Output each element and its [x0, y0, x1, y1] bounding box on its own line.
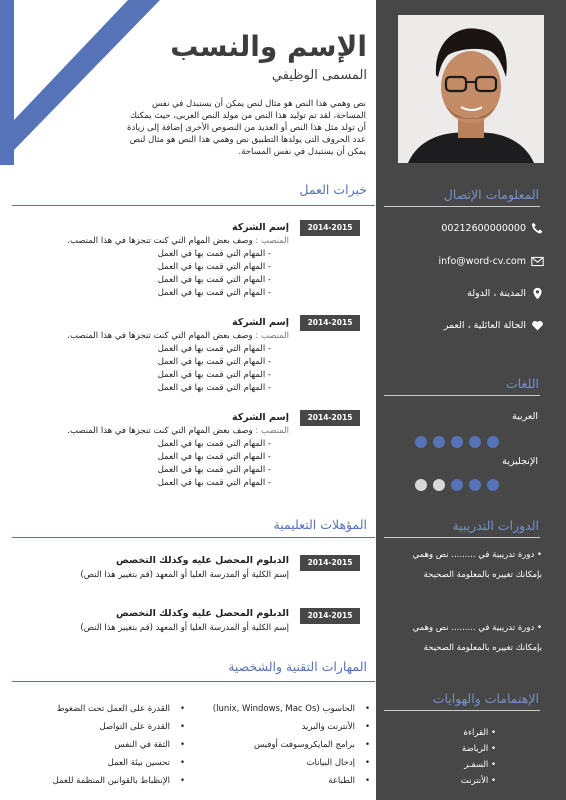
task-item: - المهام التي قمت بها في العمل	[29, 451, 271, 464]
education-entry	[29, 607, 289, 635]
job-title: المسمى الوظيفي	[271, 68, 367, 83]
level-dot	[487, 436, 499, 448]
divider	[12, 205, 375, 206]
degree: الدبلوم المحصل عليه وكذلك التخصص	[116, 608, 289, 619]
course-item: • دورة تدريبية في ......... نص وهمي بإمكانك تغييره بالمعلومة الصحيحة	[412, 550, 542, 580]
divider	[384, 537, 540, 538]
language-name: الإنجليزية	[502, 456, 538, 467]
intro-paragraph: نص وهمي هذا النص هو مثال لنص يمكن أن يستبدل في نفس المساحة، لقد تم توليد هذا النص من مولد النص العربى، حيث يمكنك أن تولد مثل هذا النص أو العديد من النصوص الأخرى إضافة إلى زيادة عدد الحروف التى يولدها التطبيق نص وهمي هذا النص هو مثال لنص يمكن أن يستبدل في نفس المساحة.	[127, 99, 366, 157]
divider	[384, 395, 540, 396]
date-badge: 2014-2015	[300, 315, 360, 331]
institution: إسم الكلية أو المدرسة العليا أو المعهد (قم بتغيير هذا النص)	[80, 570, 289, 580]
divider	[12, 681, 375, 682]
experience-title: خبرات العمل	[299, 182, 367, 197]
company-name: إسم الشركة	[231, 222, 289, 233]
divider	[12, 537, 375, 538]
technical-skills	[185, 700, 370, 790]
education-entry	[29, 554, 289, 582]
job-role: المنصب : وصف بعض المهام التي كنت تنجزها في هذا المنصب.	[67, 426, 289, 436]
courses-title: الدورات التدريبية	[452, 518, 539, 533]
skill-item: • القدرة على العمل تحت الضغوط	[15, 700, 185, 718]
contact-title: المعلومات الإتصال	[443, 187, 539, 202]
location-icon	[531, 287, 544, 300]
task-item: - المهام التي قمت بها في العمل	[29, 343, 271, 356]
level-dot	[433, 436, 445, 448]
hobby-item: • السفـر	[464, 760, 496, 770]
company-name: إسم الشركة	[231, 317, 289, 328]
contact-location: المدينة ، الدولة	[467, 287, 544, 300]
date-badge: 2014-2015	[300, 608, 360, 624]
level-dot	[469, 436, 481, 448]
skill-item: • الإنظباط بالقوانين المنظمة للعمل	[15, 772, 185, 790]
hobby-item: • الأنترنت	[460, 776, 496, 786]
task-item: - المهام التي قمت بها في العمل	[29, 382, 271, 395]
contact-status: الحالة العائلية ، العمر	[444, 319, 544, 332]
task-item: - المهام التي قمت بها في العمل	[29, 248, 271, 261]
divider	[384, 206, 540, 207]
level-dot	[487, 479, 499, 491]
company-name: إسم الشركة	[231, 412, 289, 423]
hobby-item: • القراءة	[463, 728, 496, 738]
level-dot	[433, 479, 445, 491]
skill-item: • تحسين بيئة العمل	[15, 754, 185, 772]
skill-item: • الثقة في النفس	[15, 736, 185, 754]
language-name: العربية	[512, 411, 538, 422]
mail-icon	[531, 255, 544, 268]
level-dot	[415, 436, 427, 448]
task-item: - المهام التي قمت بها في العمل	[29, 464, 271, 477]
level-dot	[451, 479, 463, 491]
skill-item: • القدرة على التواصل	[15, 718, 185, 736]
task-item: - المهام التي قمت بها في العمل	[29, 477, 271, 490]
task-list	[29, 248, 289, 300]
date-badge: 2014-2015	[300, 220, 360, 236]
hobby-item: • الرياضة	[461, 744, 496, 754]
task-item: - المهام التي قمت بها في العمل	[29, 274, 271, 287]
level-dot	[451, 436, 463, 448]
level-dot	[415, 479, 427, 491]
skill-item: • إدخال البيانات	[185, 754, 370, 772]
personal-skills	[15, 700, 185, 790]
job-entry	[29, 316, 289, 395]
languages-title: اللغات	[505, 376, 539, 391]
skills-title: المهارات التقنية والشخصية	[228, 659, 367, 674]
full-name: الإسم والنسب	[170, 30, 367, 63]
language-level-dots	[415, 479, 499, 491]
phone-icon	[531, 222, 544, 235]
job-role: المنصب : وصف بعض المهام التي كنت تنجزها في هذا المنصب.	[67, 236, 289, 246]
job-entry	[29, 411, 289, 490]
contact-phone: 00212600000000	[441, 222, 544, 235]
task-item: - المهام التي قمت بها في العمل	[29, 369, 271, 382]
heart-icon	[531, 319, 544, 332]
job-role: المنصب : وصف بعض المهام التي كنت تنجزها في هذا المنصب.	[67, 331, 289, 341]
degree: الدبلوم المحصل عليه وكذلك التخصص	[116, 555, 289, 566]
skill-item: • الطباعة	[185, 772, 370, 790]
task-list	[29, 343, 289, 395]
hobbies-list	[406, 725, 496, 789]
education-title: المؤهلات التعليمية	[273, 517, 367, 532]
hobbies-title: الإهتمامات والهوايات	[432, 691, 539, 706]
level-dot	[469, 479, 481, 491]
task-item: - المهام التي قمت بها في العمل	[29, 438, 271, 451]
date-badge: 2014-2015	[300, 410, 360, 426]
date-badge: 2014-2015	[300, 555, 360, 571]
course-item: • دورة تدريبية في ......... نص وهمي بإمكانك تغييره بالمعلومة الصحيحة	[412, 623, 542, 653]
skill-item: • الأنترنت والبريد	[185, 718, 370, 736]
task-item: - المهام التي قمت بها في العمل	[29, 261, 271, 274]
job-entry	[29, 221, 289, 300]
task-list	[29, 438, 289, 490]
language-level-dots	[415, 436, 499, 448]
contact-email: info@word-cv.com	[438, 255, 544, 268]
institution: إسم الكلية أو المدرسة العليا أو المعهد (قم بتغيير هذا النص)	[80, 623, 289, 633]
profile-photo	[398, 15, 544, 163]
task-item: - المهام التي قمت بها في العمل	[29, 356, 271, 369]
skill-item: • برامج المايكروسوفت أوفيس	[185, 736, 370, 754]
skill-item: • الحاسوب (lunix, Windows, Mac Os)	[185, 700, 370, 718]
task-item: - المهام التي قمت بها في العمل	[29, 287, 271, 300]
divider	[384, 710, 540, 711]
